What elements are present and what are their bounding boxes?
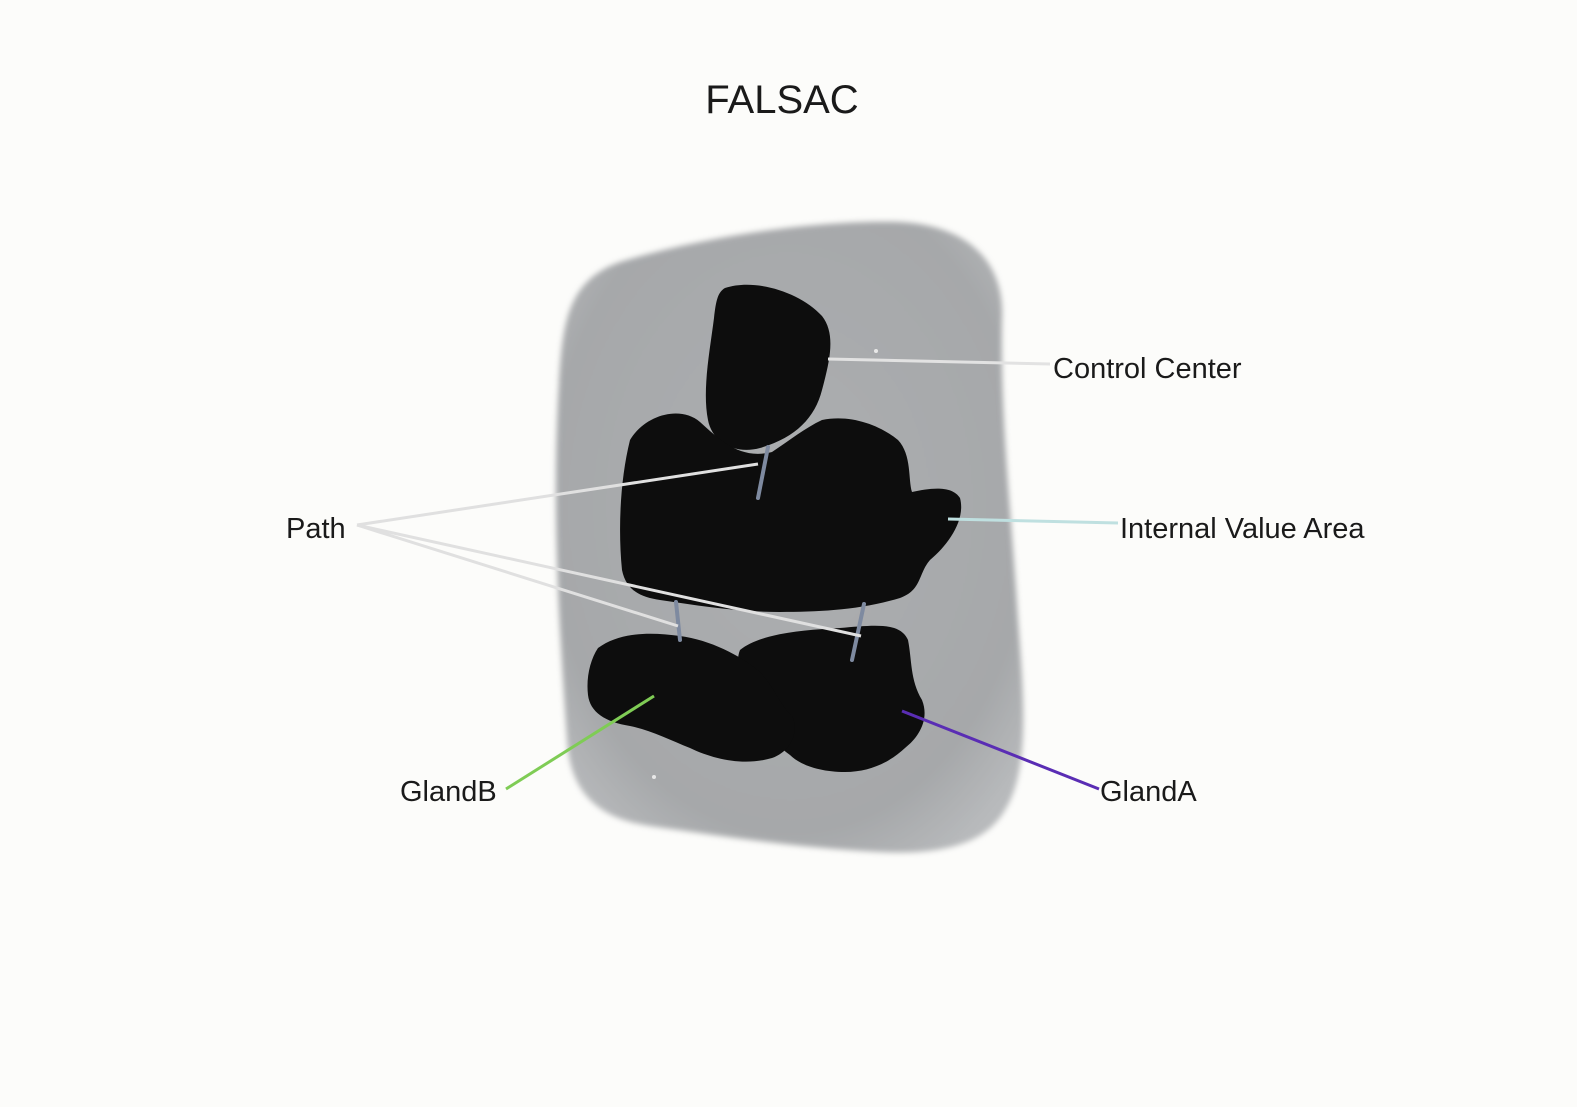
label-gland-a: GlandA: [1100, 776, 1197, 808]
diagram-title: FALSAC: [705, 78, 859, 122]
speck-marker: [652, 775, 656, 779]
label-internal-value-area: Internal Value Area: [1120, 513, 1365, 545]
label-path: Path: [286, 513, 346, 545]
speck-marker: [874, 349, 878, 353]
label-gland-b: GlandB: [400, 776, 497, 808]
label-control-center: Control Center: [1053, 353, 1242, 385]
